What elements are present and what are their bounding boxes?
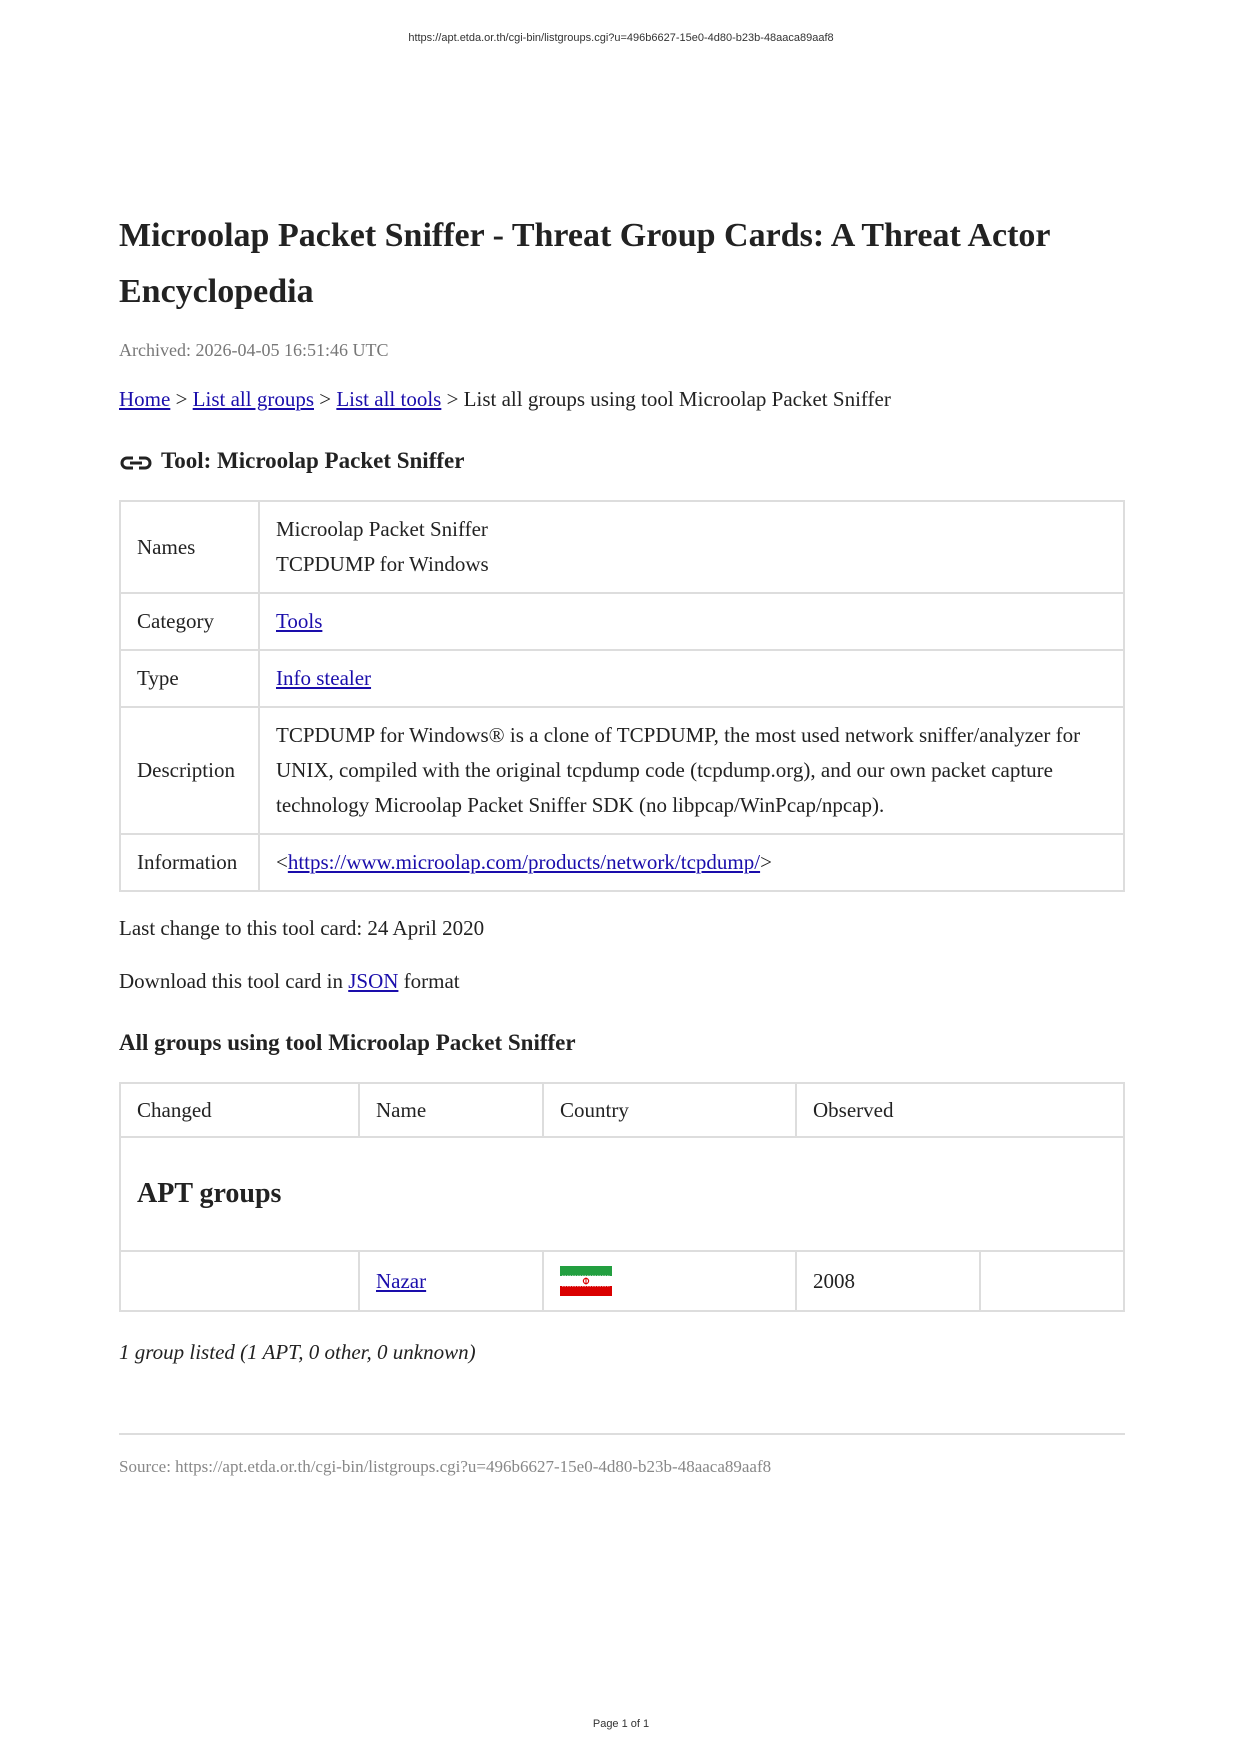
column-header-changed[interactable]: Changed [120,1083,359,1137]
download-prefix: Download this tool card in [119,969,349,993]
last-change-text: Last change to this tool card: 24 April 2020 [119,916,485,940]
type-link[interactable]: Info stealer [276,666,372,690]
column-header-observed[interactable]: Observed [796,1083,1124,1137]
name-item: TCPDUMP for Windows [276,552,489,576]
name-item: Microolap Packet Sniffer [276,517,488,541]
tool-heading-text: Tool: Microolap Packet Sniffer [161,448,465,473]
breadcrumb [119,387,1125,412]
breadcrumb-separator: > [170,387,193,411]
breadcrumb-current: > List all groups using tool Microolap Packet Sniffer [441,387,891,411]
download-text [119,969,1125,994]
tool-info-table [119,500,1125,892]
extra-cell [980,1251,1124,1311]
page-number: Page 1 of 1 [592,1718,650,1730]
page-title: Microolap Packet Sniffer - Threat Group Cards: A Threat Actor Encyclopedia [119,217,1050,310]
observed-cell: 2008 [796,1251,980,1311]
description-label: Description [120,707,259,834]
column-header-name[interactable]: Name [359,1083,543,1137]
tool-info-row-category [120,593,1124,650]
source-line: Source: https://apt.etda.or.th/cgi-bin/listgroups.cgi?u=496b6627-15e0-4d80-b23b-48aaca89aaf8 [119,1457,772,1476]
names-label: Names [120,501,259,593]
changed-cell [120,1251,359,1311]
description-value: TCPDUMP for Windows® is a clone of TCPDUMP, the most used network sniffer/analyzer for UNIX, compiled with the original tcpdump code (tcpdump.org), and our own packet capture technology Microolap Packet Sniffer SDK (no libpcap/WinPcap/npcap). [259,707,1124,834]
divider [119,1433,1125,1435]
tool-info-row-type [120,650,1124,707]
category-link[interactable]: Tools [276,609,323,633]
information-suffix: > [760,850,772,874]
information-prefix: < [276,850,288,874]
tool-heading [119,448,1125,474]
section-apt-groups: APT groups [120,1137,1124,1251]
breadcrumb-tools-link[interactable]: List all tools [336,387,442,411]
table-row [120,1251,1124,1311]
group-link-nazar[interactable]: Nazar [376,1268,427,1293]
tool-info-row-information [120,834,1124,891]
information-link[interactable]: https://www.microolap.com/products/network/tcpdump/ [287,850,761,874]
names-value [259,501,1124,593]
category-label: Category [120,593,259,650]
groups-header-row [120,1083,1124,1137]
country-cell [543,1251,796,1311]
column-header-country[interactable]: Country [543,1083,796,1137]
breadcrumb-separator: > [314,387,337,411]
archived-timestamp: Archived: 2026-04-05 16:51:46 UTC [119,340,389,360]
breadcrumb-home-link[interactable]: Home [119,387,171,411]
download-suffix: format [398,969,460,993]
section-row [120,1137,1124,1251]
name-cell [359,1251,543,1311]
tool-info-row-names [120,501,1124,593]
groups-heading: All groups using tool Microolap Packet Sniffer [119,1030,576,1055]
category-value [259,593,1124,650]
groups-table [119,1082,1125,1312]
main-content [119,208,1125,1477]
json-download-link[interactable]: JSON [348,969,399,993]
groups-summary: 1 group listed (1 APT, 0 other, 0 unknown) [119,1340,476,1364]
type-label: Type [120,650,259,707]
information-value [259,834,1124,891]
information-label: Information [120,834,259,891]
type-value [259,650,1124,707]
iran-flag-icon [560,1266,612,1296]
tool-info-row-description [120,707,1124,834]
link-icon [119,452,153,474]
print-header-url: https://apt.etda.or.th/cgi-bin/listgroups.cgi?u=496b6627-15e0-4d80-b23b-48aaca89aaf8 [408,32,834,44]
breadcrumb-groups-link[interactable]: List all groups [192,387,314,411]
